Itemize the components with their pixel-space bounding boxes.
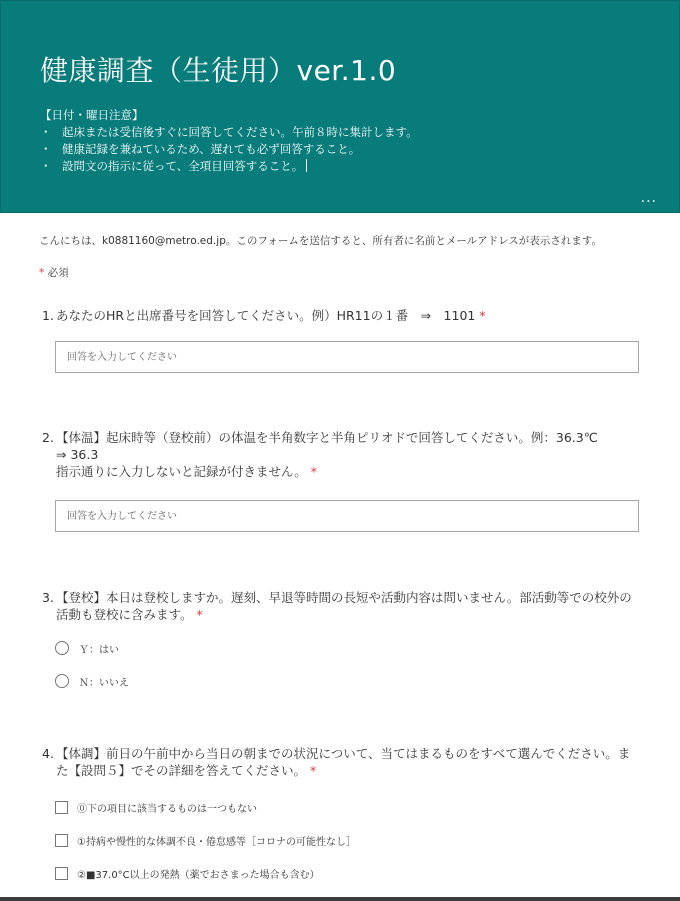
form-title: 健康調査（生徒用）ver.1.0	[40, 54, 397, 87]
form-description	[40, 107, 418, 175]
bullet-icon: ・	[40, 125, 52, 139]
question-number: 4.	[42, 746, 54, 761]
more-options-icon[interactable]: ...	[640, 190, 657, 206]
radio-button[interactable]	[55, 674, 69, 688]
notice-item: ・ 設問文の指示に従って、全項目回答すること。	[40, 158, 418, 175]
question-3	[42, 589, 642, 625]
radio-option-yes[interactable]: Ｙ：はい	[55, 640, 119, 656]
required-marker: *	[310, 464, 317, 479]
notice-title: 【日付・曜日注意】	[40, 108, 144, 122]
text-caret	[306, 159, 307, 172]
required-marker: *	[479, 308, 486, 323]
bottom-border	[0, 897, 680, 901]
required-marker: *	[196, 607, 203, 622]
radio-option-no[interactable]: Ｎ：いいえ	[55, 673, 129, 689]
checkbox[interactable]	[55, 801, 68, 814]
question-text: 【体温】起床時等（登校前）の体温を半角数字と半角ピリオドで回答してください。例：36.3℃ ⇒ 36.3 指示通りに入力しないと記録が付きません。 *	[56, 430, 598, 479]
notice-item: ・ 起床または受信後すぐに回答してください。午前８時に集計します。	[40, 125, 418, 139]
checkbox-option-none[interactable]: ⓪下の項目に該当するものは一つもない	[55, 799, 257, 815]
question-number: 1.	[42, 308, 54, 323]
checkbox[interactable]	[55, 834, 68, 847]
question-text: 【体調】前日の午前中から当日の朝までの状況について、当てはまるものをすべて選んでください。また【設問５】でその詳細を答えてください。 *	[56, 746, 631, 778]
required-legend: * 必須	[39, 267, 69, 279]
required-marker: *	[39, 267, 45, 279]
hr-number-input[interactable]	[55, 341, 639, 373]
question-1	[42, 307, 642, 327]
form-header	[0, 0, 680, 213]
question-number: 3.	[42, 590, 54, 605]
notice-item: ・ 健康記録を兼ねているため、遅れても必ず回答すること。	[40, 142, 361, 156]
question-2	[42, 429, 642, 483]
temperature-input[interactable]	[55, 500, 639, 532]
question-text: 【登校】本日は登校しますか。遅刻、早退等時間の長短や活動内容は問いません。部活動等での校外の活動も登校に含みます。 *	[56, 590, 632, 622]
question-4	[42, 745, 642, 781]
checkbox-option-chronic[interactable]: ①持病や慢性的な体調不良・倦怠感等［コロナの可能性なし］	[55, 832, 356, 848]
account-notice: こんにちは、k0881160@metro.ed.jp。このフォームを送信すると、所有者に名前とメールアドレスが表示されます。	[39, 235, 602, 247]
bullet-icon: ・	[40, 142, 52, 156]
question-text: あなたのHRと出席番号を回答してください。例）HR11の１番 ⇒ 1101 *	[56, 308, 486, 323]
question-number: 2.	[42, 430, 54, 445]
required-marker: *	[310, 763, 317, 778]
form-body	[0, 213, 680, 901]
checkbox[interactable]	[55, 867, 68, 880]
radio-button[interactable]	[55, 641, 69, 655]
bullet-icon: ・	[40, 159, 52, 173]
checkbox-option-fever[interactable]: ②■37.0°C以上の発熱（薬でおさまった場合も含む）	[55, 865, 320, 881]
